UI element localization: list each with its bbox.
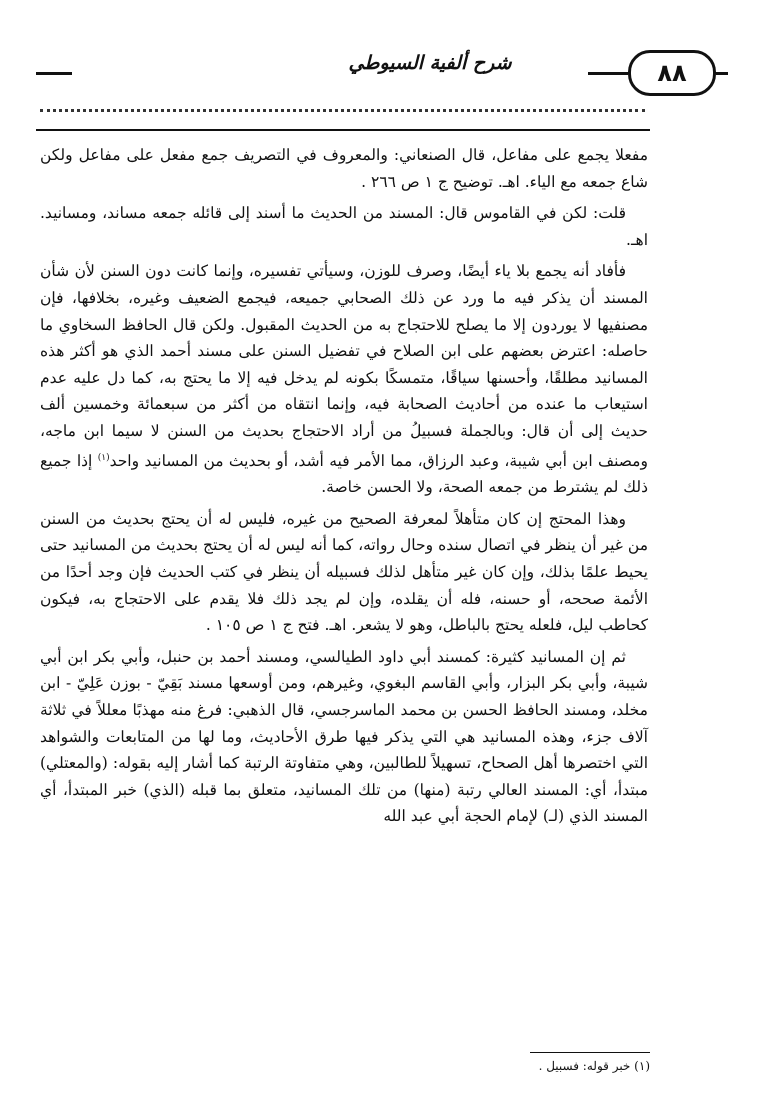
header-rule-right (716, 72, 728, 75)
paragraph-3-text: فأفاد أنه يجمع بلا ياء أيضًا، وصرف للوزن، وسيأتي تفسيره، وإنما كانت دون السنن لأن شأن المسند أن يذكر فيه ما ورد عن ذلك الصحابي جميعه، فيجمع الضعيف وغيره، بخلافها، فإن مصنفيها لا يوردون إلا ما يصلح للاحتجاج به من الحديث المقبول. ولكن قال الحافظ السخاوي ما حاصله: اعترض بعضهم على ابن الصلاح في تفضيل السنن على مسند أحمد الذي هو أكثر هذه المسانيد مطلقًا، وأحسنها سياقًا، متمسكًا بكونه لم يدخل فيه إلا ما يحتج به، كما دل عليه عدم استيعاب ما عنده من أحاديث الصحابة فيه، وإنما انتقاه من أكثر من سبعمائة وخمسين ألف حديث إلى أن قال: وبالجملة فسبيلُ من أراد الاحتجاج بحديث من السنن لا سيما ابن ماجه، ومصنف ابن أبي شيبة، وعبد الرزاق، مما الأمر فيه أشد، أو بحديث من المسانيد واحد (40, 262, 648, 470)
paragraph-2: قلت: لكن في القاموس قال: المسند من الحديث ما أسند إلى قائله جمعه مساند، ومسانيد. اهـ. (40, 204, 648, 249)
main-text (40, 142, 648, 835)
paragraph-5: ثم إن المسانيد كثيرة: كمسند أبي داود الطيالسي، ومسند أحمد بن حنبل، وأبي بكر ابن أبي شيبة، وأبي بكر البزار، وأبي القاسم البغوي، وغيرهم، ومن أوسعها مسند بَقِيّ - بوزن عَلِيّ - ابن مخلد، ومسند الحافظ الحسن بن محمد الماسرجسي، قال الذهبي: فرغ منه مهذبًا معللاً في ثلاثة آلاف جزء، وهذه المسانيد هي التي يذكر فيها طرق الأحاديث، وما لها من المتابعات والشواهد التي اختصرها أهل الصحاح، تسهيلاً للطالبين، وهي متفاوتة الرتبة كما أشار إليه بقوله: (والمعتلي) مبتدأ، أي: المسند العالي رتبة (منها) من تلك المسانيد، متعلق بما قبله (الذي) خبر المبتدأ، أي المسند الذي (لـ) لإمام الحجة أبي عبد الله (40, 647, 648, 826)
paragraph-4: وهذا المحتج إن كان متأهلاً لمعرفة الصحيح من غيره، فليس له أن يحتج بحديث من السنن من غير أن ينظر في اتصال سنده وحال رواته، كما أنه ليس له أن يحتج بحديث من المسانيد حتى يحيط علمًا بذلك، وإن كان غير متأهل لذلك فسبيله أن ينظر في كتب الحديث فإن وجد أحدًا من الأئمة صححه، أو حسنه، فله أن يقلده، وإن لم يجد ذلك فلا يقدم على الاحتجاج به، فيكون كحاطب ليل، فلعله يحتج بالباطل، وهو لا يشعر. اهـ. فتح ج ١ ص ١٠٥ . (40, 509, 648, 635)
footnote: (١) خبر قوله: فسبيل . (538, 1059, 650, 1073)
page-number: ٨٨ (657, 59, 687, 87)
page-header (36, 40, 716, 110)
header-underline (36, 129, 650, 131)
dotted-separator (40, 109, 645, 112)
running-title: شرح ألفية السيوطي (348, 52, 512, 74)
paragraph-3 (40, 258, 648, 501)
paragraph-3-continuation: إذا جميع ذلك لم يشترط من جمعه الصحة، ولا الحسن خاصة. (40, 451, 648, 497)
page-number-frame (628, 50, 716, 96)
paragraph-1: مفعلا يجمع على مفاعل، قال الصنعاني: والمعروف في التصريف جمع مفعل على مفاعل ولكن شاع جمعه مع الياء. اهـ. توضيح ج ١ ص ٢٦٦ . (40, 146, 648, 191)
footnote-divider (530, 1052, 650, 1053)
header-rule-left (36, 72, 72, 75)
footnote-reference[interactable]: (١) (97, 452, 110, 463)
header-rule-middle (588, 72, 628, 75)
